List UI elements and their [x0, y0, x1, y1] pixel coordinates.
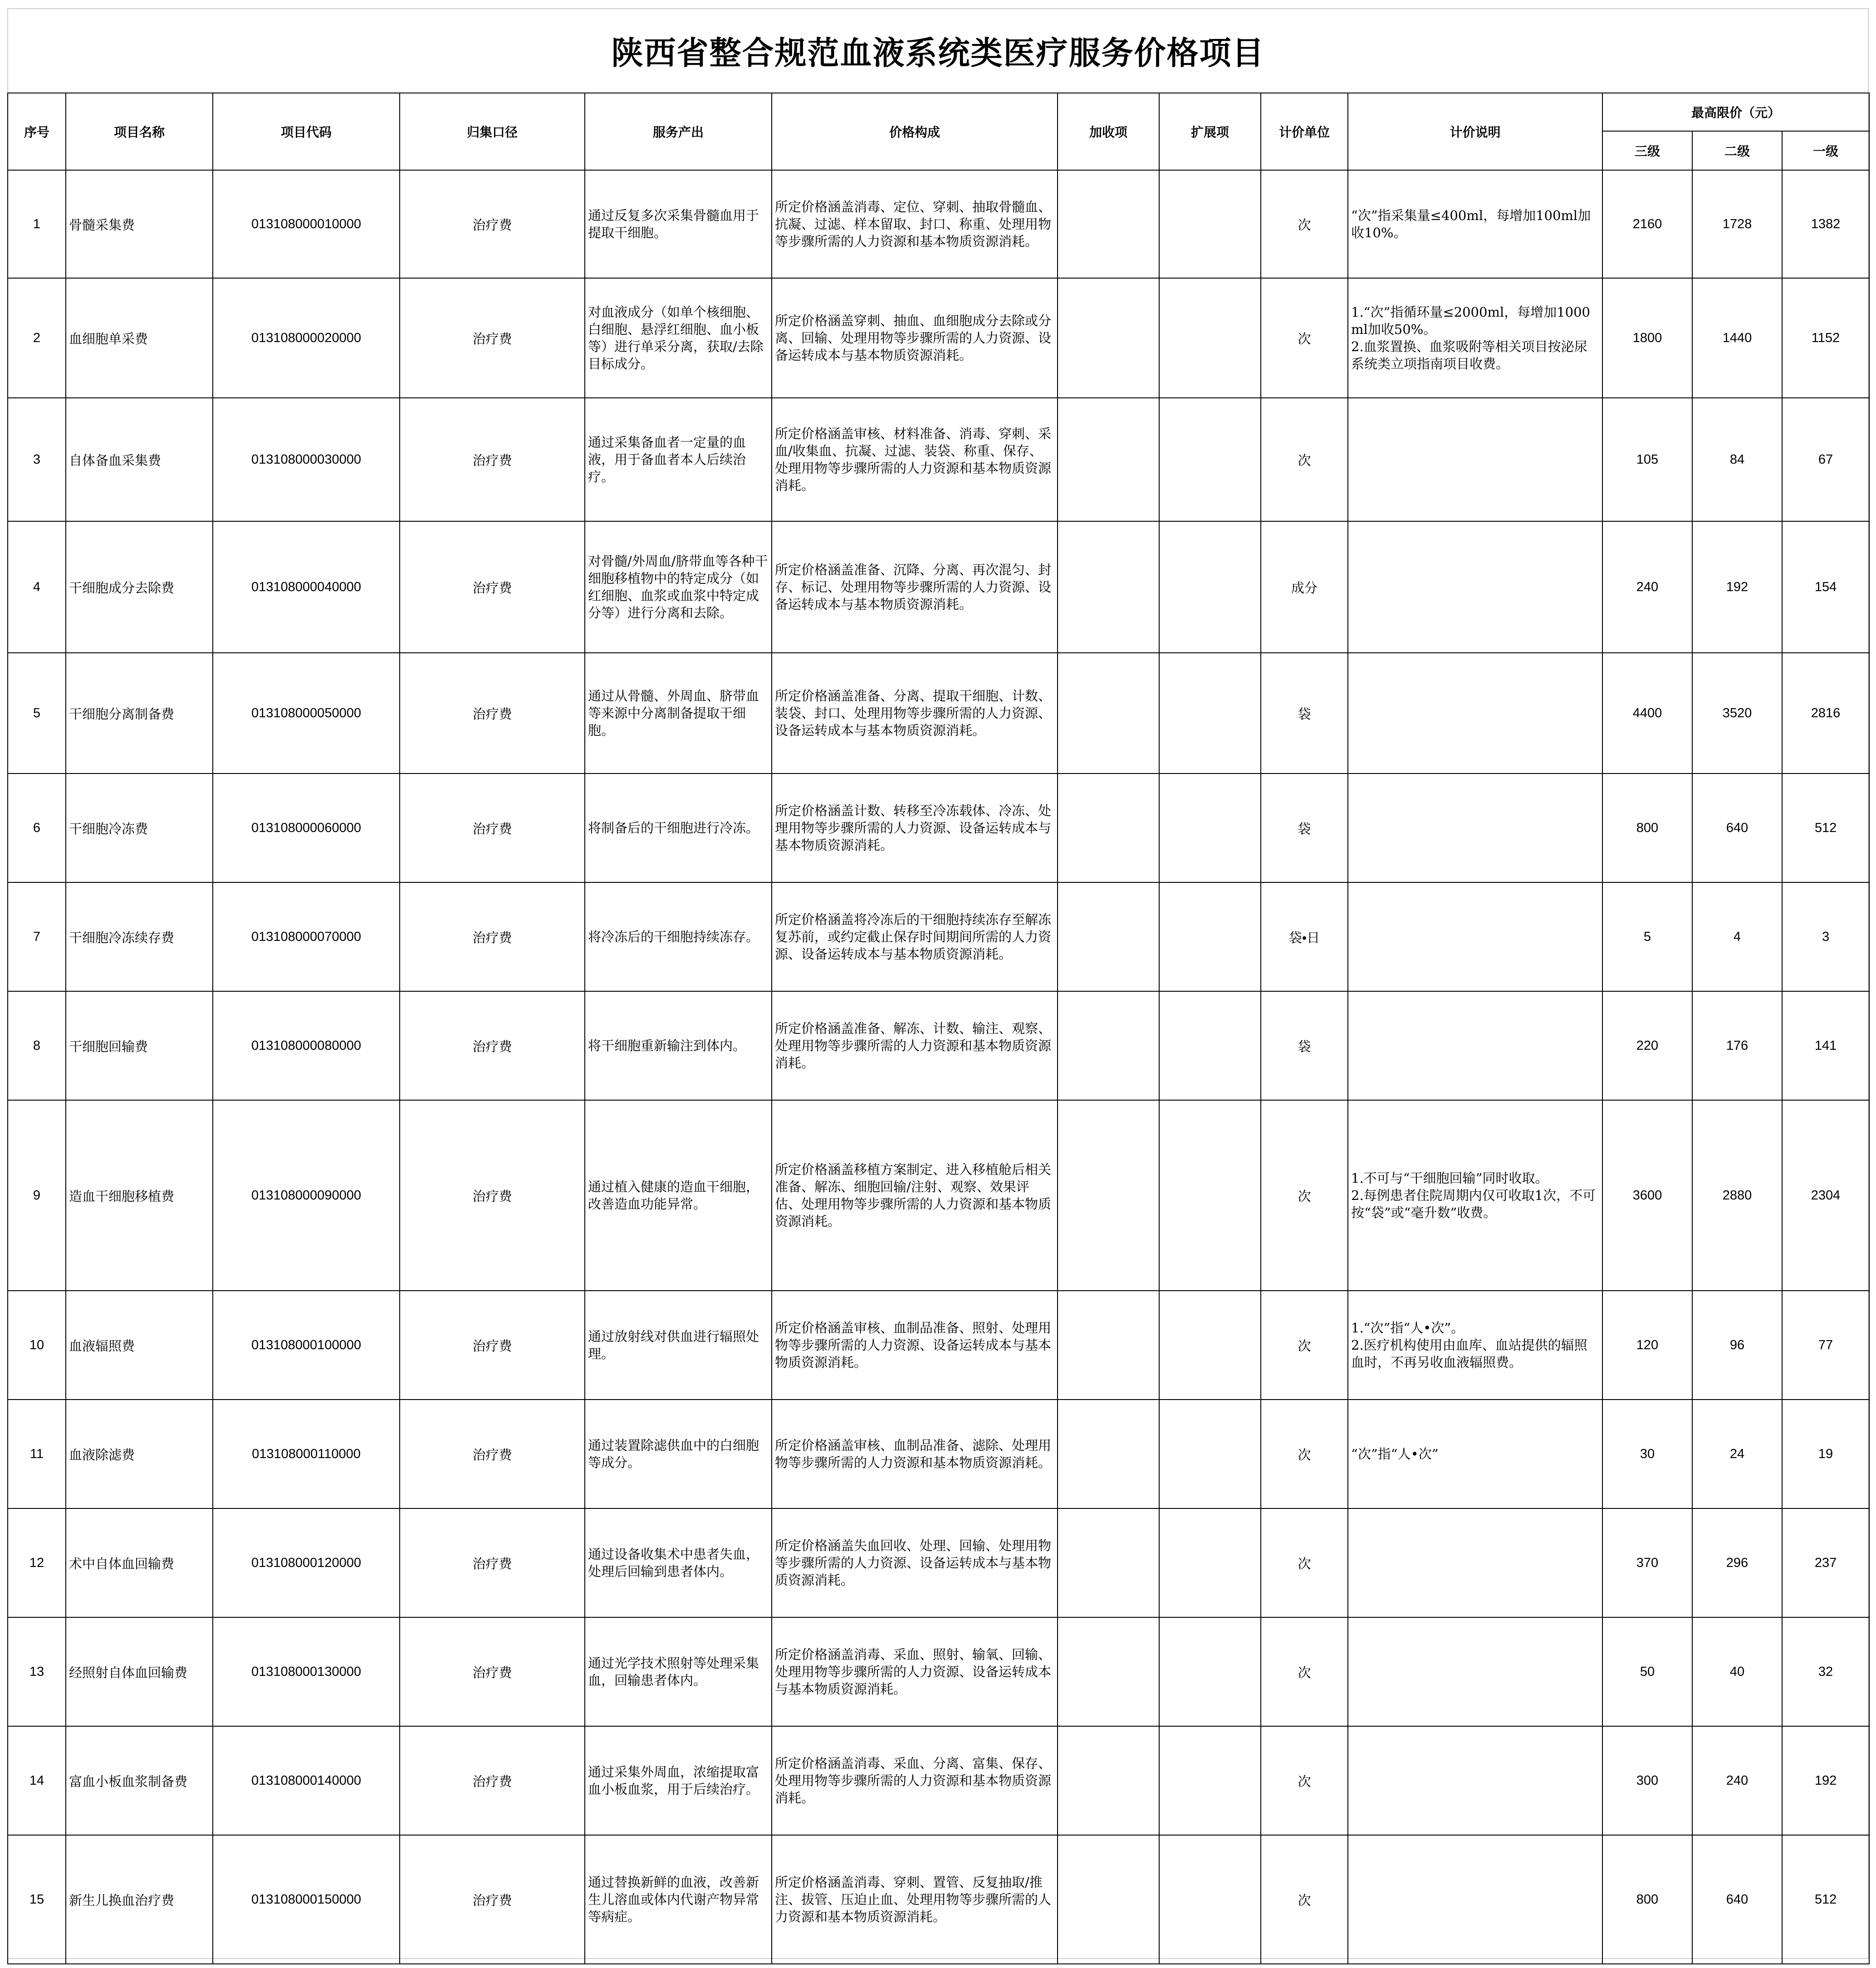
cell-seq: 10 — [8, 1291, 66, 1400]
cell-category: 治疗费 — [400, 653, 585, 773]
cell-notes — [1348, 1835, 1602, 1964]
cell-price-level2: 24 — [1692, 1400, 1782, 1508]
cell-seq: 5 — [8, 653, 66, 773]
cell-unit: 袋 — [1261, 653, 1348, 773]
cell-seq: 15 — [8, 1835, 66, 1964]
cell-name: 干细胞成分去除费 — [66, 521, 213, 653]
table-row — [8, 1835, 1869, 1964]
table-body — [8, 170, 1869, 1964]
cell-code: 013108000020000 — [213, 278, 400, 398]
table-row — [8, 278, 1869, 398]
cell-extension — [1159, 1726, 1261, 1835]
cell-notes: 1.不可与“干细胞回输”同时收取。 2.每例患者住院周期内仅可收取1次，不可按“袋”或“毫升数”收费。 — [1348, 1100, 1602, 1291]
cell-name: 新生儿换血治疗费 — [66, 1835, 213, 1964]
cell-category: 治疗费 — [400, 1100, 585, 1291]
cell-seq: 9 — [8, 1100, 66, 1291]
cell-seq: 12 — [8, 1508, 66, 1617]
cell-price-level1: 141 — [1782, 991, 1869, 1100]
cell-notes — [1348, 653, 1602, 773]
cell-unit: 次 — [1261, 278, 1348, 398]
cell-price-level1: 2304 — [1782, 1100, 1869, 1291]
cell-composition: 所定价格涵盖准备、沉降、分离、再次混匀、封存、标记、处理用物等步骤所需的人力资源、设备运转成本与基本物质资源消耗。 — [772, 521, 1058, 653]
cell-code: 013108000040000 — [213, 521, 400, 653]
cell-code: 013108000010000 — [213, 170, 400, 278]
cell-seq: 14 — [8, 1726, 66, 1835]
cell-surcharge — [1058, 1291, 1159, 1400]
cell-name: 造血干细胞移植费 — [66, 1100, 213, 1291]
cell-seq: 8 — [8, 991, 66, 1100]
cell-notes — [1348, 398, 1602, 521]
table-row — [8, 398, 1869, 521]
cell-name: 术中自体血回输费 — [66, 1508, 213, 1617]
cell-output: 通过替换新鲜的血液，改善新生儿溶血或体内代谢产物异常等病症。 — [585, 1835, 772, 1964]
cell-output: 通过采集备血者一定量的血液，用于备血者本人后续治疗。 — [585, 398, 772, 521]
header-unit: 计价单位 — [1261, 93, 1348, 170]
cell-price-level2: 84 — [1692, 398, 1782, 521]
table-row — [8, 773, 1869, 882]
cell-unit: 次 — [1261, 1726, 1348, 1835]
cell-price-level1: 19 — [1782, 1400, 1869, 1508]
cell-surcharge — [1058, 773, 1159, 882]
cell-unit: 次 — [1261, 1400, 1348, 1508]
cell-price-level1: 1382 — [1782, 170, 1869, 278]
cell-category: 治疗费 — [400, 1291, 585, 1400]
cell-surcharge — [1058, 1508, 1159, 1617]
cell-output: 通过采集外周血，浓缩提取富血小板血浆，用于后续治疗。 — [585, 1726, 772, 1835]
cell-name: 自体备血采集费 — [66, 398, 213, 521]
cell-name: 骨髓采集费 — [66, 170, 213, 278]
cell-unit: 次 — [1261, 1617, 1348, 1726]
cell-composition: 所定价格涵盖消毒、采血、分离、富集、保存、处理用物等步骤所需的人力资源和基本物质资源消耗。 — [772, 1726, 1058, 1835]
cell-notes — [1348, 1617, 1602, 1726]
cell-unit: 袋 — [1261, 991, 1348, 1100]
cell-seq: 1 — [8, 170, 66, 278]
cell-category: 治疗费 — [400, 1400, 585, 1508]
cell-notes: 1.“次”指“人•次”。 2.医疗机构使用由血库、血站提供的辐照血时，不再另收血液辐照费。 — [1348, 1291, 1602, 1400]
cell-code: 013108000090000 — [213, 1100, 400, 1291]
cell-output: 将制备后的干细胞进行冷冻。 — [585, 773, 772, 882]
cell-output: 将干细胞重新输注到体内。 — [585, 991, 772, 1100]
cell-name: 血液辐照费 — [66, 1291, 213, 1400]
cell-category: 治疗费 — [400, 1508, 585, 1617]
cell-extension — [1159, 1508, 1261, 1617]
cell-price-level3: 1800 — [1602, 278, 1692, 398]
cell-surcharge — [1058, 653, 1159, 773]
table-row — [8, 170, 1869, 278]
cell-surcharge — [1058, 991, 1159, 1100]
cell-price-level3: 120 — [1602, 1291, 1692, 1400]
cell-price-level3: 4400 — [1602, 653, 1692, 773]
cell-price-level2: 640 — [1692, 1835, 1782, 1964]
cell-surcharge — [1058, 1726, 1159, 1835]
cell-notes — [1348, 521, 1602, 653]
cell-category: 治疗费 — [400, 1617, 585, 1726]
cell-notes — [1348, 1508, 1602, 1617]
header-max-price: 最高限价（元） — [1602, 93, 1869, 131]
cell-unit: 次 — [1261, 170, 1348, 278]
table-row — [8, 991, 1869, 1100]
cell-name: 富血小板血浆制备费 — [66, 1726, 213, 1835]
header-category: 归集口径 — [400, 93, 585, 170]
cell-name: 干细胞冷冻续存费 — [66, 882, 213, 991]
header-level1: 一级 — [1782, 131, 1869, 170]
cell-notes — [1348, 882, 1602, 991]
cell-surcharge — [1058, 521, 1159, 653]
cell-category: 治疗费 — [400, 1835, 585, 1964]
cell-composition: 所定价格涵盖消毒、穿刺、置管、反复抽取/推注、拔管、压迫止血、处理用物等步骤所需的人力资源和基本物质资源消耗。 — [772, 1835, 1058, 1964]
cell-surcharge — [1058, 1835, 1159, 1964]
cell-composition: 所定价格涵盖失血回收、处理、回输、处理用物等步骤所需的人力资源、设备运转成本与基本物质资源消耗。 — [772, 1508, 1058, 1617]
cell-extension — [1159, 521, 1261, 653]
cell-price-level3: 30 — [1602, 1400, 1692, 1508]
cell-price-level1: 1152 — [1782, 278, 1869, 398]
cell-name: 干细胞回输费 — [66, 991, 213, 1100]
cell-seq: 3 — [8, 398, 66, 521]
cell-composition: 所定价格涵盖消毒、采血、照射、输氧、回输、处理用物等步骤所需的人力资源、设备运转成本与基本物质资源消耗。 — [772, 1617, 1058, 1726]
cell-notes — [1348, 773, 1602, 882]
cell-category: 治疗费 — [400, 398, 585, 521]
cell-seq: 11 — [8, 1400, 66, 1508]
cell-code: 013108000070000 — [213, 882, 400, 991]
cell-unit: 次 — [1261, 1508, 1348, 1617]
cell-code: 013108000110000 — [213, 1400, 400, 1508]
cell-price-level2: 1728 — [1692, 170, 1782, 278]
cell-price-level1: 2816 — [1782, 653, 1869, 773]
cell-category: 治疗费 — [400, 521, 585, 653]
cell-composition: 所定价格涵盖审核、血制品准备、滤除、处理用物等步骤所需的人力资源和基本物质资源消耗。 — [772, 1400, 1058, 1508]
cell-composition: 所定价格涵盖计数、转移至冷冻载体、冷冻、处理用物等步骤所需的人力资源、设备运转成本与基本物质资源消耗。 — [772, 773, 1058, 882]
cell-price-level3: 800 — [1602, 773, 1692, 882]
header-code: 项目代码 — [213, 93, 400, 170]
cell-seq: 13 — [8, 1617, 66, 1726]
cell-price-level2: 40 — [1692, 1617, 1782, 1726]
cell-notes: “次”指采集量≤400ml，每增加100ml加收10%。 — [1348, 170, 1602, 278]
cell-unit: 袋•日 — [1261, 882, 1348, 991]
cell-price-level1: 32 — [1782, 1617, 1869, 1726]
cell-output: 通过装置除滤供血中的白细胞等成分。 — [585, 1400, 772, 1508]
cell-code: 013108000140000 — [213, 1726, 400, 1835]
cell-price-level3: 220 — [1602, 991, 1692, 1100]
table-row — [8, 1726, 1869, 1835]
cell-price-level1: 3 — [1782, 882, 1869, 991]
cell-name: 干细胞分离制备费 — [66, 653, 213, 773]
table-row — [8, 1617, 1869, 1726]
cell-category: 治疗费 — [400, 773, 585, 882]
cell-output: 通过反复多次采集骨髓血用于提取干细胞。 — [585, 170, 772, 278]
cell-output: 对血液成分（如单个核细胞、白细胞、悬浮红细胞、血小板等）进行单采分离，获取/去除目标成分。 — [585, 278, 772, 398]
cell-price-level2: 1440 — [1692, 278, 1782, 398]
cell-code: 013108000150000 — [213, 1835, 400, 1964]
cell-composition: 所定价格涵盖准备、解冻、计数、输注、观察、处理用物等步骤所需的人力资源和基本物质资源消耗。 — [772, 991, 1058, 1100]
cell-code: 013108000030000 — [213, 398, 400, 521]
cell-price-level2: 2880 — [1692, 1100, 1782, 1291]
cell-unit: 成分 — [1261, 521, 1348, 653]
cell-unit: 次 — [1261, 1100, 1348, 1291]
cell-output: 通过设备收集术中患者失血，处理后回输到患者体内。 — [585, 1508, 772, 1617]
cell-name: 血细胞单采费 — [66, 278, 213, 398]
cell-code: 013108000100000 — [213, 1291, 400, 1400]
cell-name: 干细胞冷冻费 — [66, 773, 213, 882]
cell-extension — [1159, 1291, 1261, 1400]
cell-price-level3: 50 — [1602, 1617, 1692, 1726]
cell-code: 013108000050000 — [213, 653, 400, 773]
cell-price-level1: 154 — [1782, 521, 1869, 653]
header-composition: 价格构成 — [772, 93, 1058, 170]
cell-composition: 所定价格涵盖穿刺、抽血、血细胞成分去除或分离、回输、处理用物等步骤所需的人力资源、设备运转成本与基本物质资源消耗。 — [772, 278, 1058, 398]
cell-output: 通过植入健康的造血干细胞，改善造血功能异常。 — [585, 1100, 772, 1291]
table-row — [8, 882, 1869, 991]
cell-category: 治疗费 — [400, 991, 585, 1100]
cell-surcharge — [1058, 882, 1159, 991]
cell-composition: 所定价格涵盖移植方案制定、进入移植舱后相关准备、解冻、细胞回输/注射、观察、效果评估、处理用物等步骤所需的人力资源和基本物质资源消耗。 — [772, 1100, 1058, 1291]
cell-price-level3: 5 — [1602, 882, 1692, 991]
cell-price-level2: 296 — [1692, 1508, 1782, 1617]
cell-code: 013108000120000 — [213, 1508, 400, 1617]
table-row — [8, 521, 1869, 653]
header-level2: 二级 — [1692, 131, 1782, 170]
cell-extension — [1159, 882, 1261, 991]
header-notes: 计价说明 — [1348, 93, 1602, 170]
cell-price-level3: 800 — [1602, 1835, 1692, 1964]
cell-code: 013108000060000 — [213, 773, 400, 882]
cell-extension — [1159, 278, 1261, 398]
cell-code: 013108000080000 — [213, 991, 400, 1100]
cell-price-level3: 3600 — [1602, 1100, 1692, 1291]
cell-notes: “次”指“人•次” — [1348, 1400, 1602, 1508]
header-name: 项目名称 — [66, 93, 213, 170]
header-surcharge: 加收项 — [1058, 93, 1159, 170]
cell-extension — [1159, 170, 1261, 278]
cell-surcharge — [1058, 1617, 1159, 1726]
cell-price-level3: 240 — [1602, 521, 1692, 653]
header-extension: 扩展项 — [1159, 93, 1261, 170]
cell-extension — [1159, 653, 1261, 773]
cell-price-level1: 237 — [1782, 1508, 1869, 1617]
cell-price-level1: 67 — [1782, 398, 1869, 521]
cell-price-level3: 2160 — [1602, 170, 1692, 278]
cell-code: 013108000130000 — [213, 1617, 400, 1726]
header-seq: 序号 — [8, 93, 66, 170]
cell-seq: 6 — [8, 773, 66, 882]
cell-price-level2: 176 — [1692, 991, 1782, 1100]
cell-price-level2: 192 — [1692, 521, 1782, 653]
cell-output: 通过从骨髓、外周血、脐带血等来源中分离制备提取干细胞。 — [585, 653, 772, 773]
cell-surcharge — [1058, 398, 1159, 521]
cell-category: 治疗费 — [400, 1726, 585, 1835]
cell-name: 经照射自体血回输费 — [66, 1617, 213, 1726]
header-output: 服务产出 — [585, 93, 772, 170]
cell-unit: 次 — [1261, 398, 1348, 521]
cell-name: 血液除滤费 — [66, 1400, 213, 1508]
cell-output: 通过光学技术照射等处理采集血，回输患者体内。 — [585, 1617, 772, 1726]
cell-notes: 1.“次”指循环量≤2000ml，每增加1000ml加收50%。 2.血浆置换、血浆吸附等相关项目按泌尿系统类立项指南项目收费。 — [1348, 278, 1602, 398]
cell-surcharge — [1058, 1400, 1159, 1508]
cell-seq: 2 — [8, 278, 66, 398]
cell-price-level3: 105 — [1602, 398, 1692, 521]
cell-extension — [1159, 1835, 1261, 1964]
cell-price-level2: 640 — [1692, 773, 1782, 882]
cell-output: 将冷冻后的干细胞持续冻存。 — [585, 882, 772, 991]
cell-surcharge — [1058, 1100, 1159, 1291]
cell-output: 通过放射线对供血进行辐照处理。 — [585, 1291, 772, 1400]
cell-surcharge — [1058, 170, 1159, 278]
header-level3: 三级 — [1602, 131, 1692, 170]
cell-composition: 所定价格涵盖审核、血制品准备、照射、处理用物等步骤所需的人力资源、设备运转成本与基本物质资源消耗。 — [772, 1291, 1058, 1400]
cell-extension — [1159, 1400, 1261, 1508]
cell-seq: 7 — [8, 882, 66, 991]
cell-price-level2: 96 — [1692, 1291, 1782, 1400]
cell-notes — [1348, 1726, 1602, 1835]
cell-price-level2: 240 — [1692, 1726, 1782, 1835]
table-row — [8, 1100, 1869, 1291]
cell-price-level1: 77 — [1782, 1291, 1869, 1400]
cell-extension — [1159, 991, 1261, 1100]
cell-unit: 袋 — [1261, 773, 1348, 882]
cell-extension — [1159, 398, 1261, 521]
cell-seq: 4 — [8, 521, 66, 653]
table-row — [8, 1508, 1869, 1617]
cell-composition: 所定价格涵盖准备、分离、提取干细胞、计数、装袋、封口、处理用物等步骤所需的人力资源、设备运转成本与基本物质资源消耗。 — [772, 653, 1058, 773]
cell-unit: 次 — [1261, 1291, 1348, 1400]
table-row — [8, 1400, 1869, 1508]
cell-notes — [1348, 991, 1602, 1100]
cell-price-level2: 3520 — [1692, 653, 1782, 773]
cell-output: 对骨髓/外周血/脐带血等各种干细胞移植物中的特定成分（如红细胞、血浆或血浆中特定成分等）进行分离和去除。 — [585, 521, 772, 653]
cell-price-level3: 370 — [1602, 1508, 1692, 1617]
cell-price-level3: 300 — [1602, 1726, 1692, 1835]
cell-price-level1: 512 — [1782, 1835, 1869, 1964]
cell-price-level1: 192 — [1782, 1726, 1869, 1835]
cell-category: 治疗费 — [400, 278, 585, 398]
cell-surcharge — [1058, 278, 1159, 398]
cell-price-level1: 512 — [1782, 773, 1869, 882]
cell-composition: 所定价格涵盖消毒、定位、穿刺、抽取骨髓血、抗凝、过滤、样本留取、封口、称重、处理用物等步骤所需的人力资源和基本物质资源消耗。 — [772, 170, 1058, 278]
cell-extension — [1159, 1100, 1261, 1291]
cell-extension — [1159, 1617, 1261, 1726]
table-row — [8, 1291, 1869, 1400]
cell-price-level2: 4 — [1692, 882, 1782, 991]
cell-composition: 所定价格涵盖审核、材料准备、消毒、穿刺、采血/收集血、抗凝、过滤、装袋、称重、保存、处理用物等步骤所需的人力资源和基本物质资源消耗。 — [772, 398, 1058, 521]
cell-unit: 次 — [1261, 1835, 1348, 1964]
table-row — [8, 653, 1869, 773]
page-title: 陕西省整合规范血液系统类医疗服务价格项目 — [611, 34, 1265, 72]
price-table — [7, 93, 1870, 1964]
cell-category: 治疗费 — [400, 882, 585, 991]
cell-composition: 所定价格涵盖将冷冻后的干细胞持续冻存至解冻复苏前，或约定截止保存时间期间所需的人力资源、设备运转成本与基本物质资源消耗。 — [772, 882, 1058, 991]
cell-category: 治疗费 — [400, 170, 585, 278]
cell-extension — [1159, 773, 1261, 882]
